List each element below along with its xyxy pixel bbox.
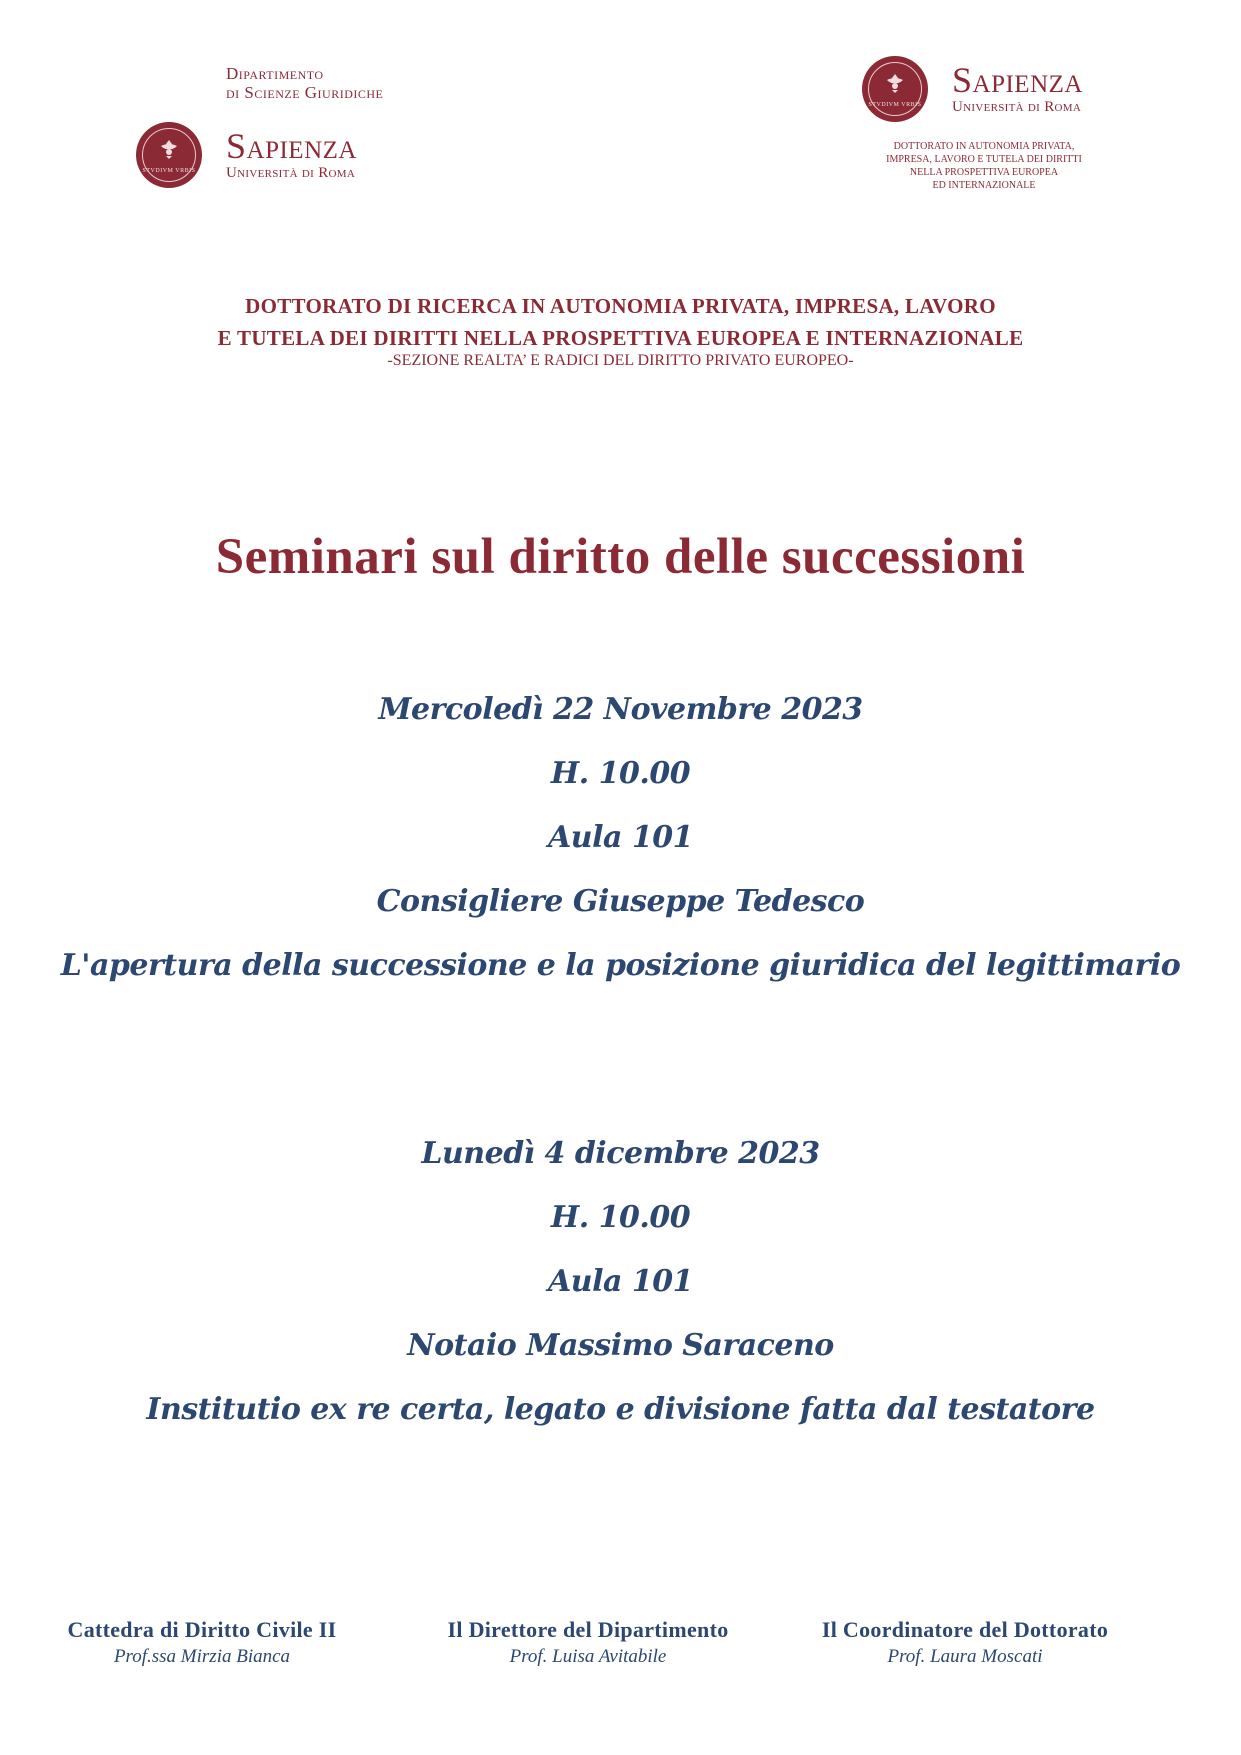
sapienza-wordmark — [226, 126, 357, 181]
sapienza-logo-left — [136, 122, 357, 188]
section-subtitle: -SEZIONE REALTA’ E RADICI DEL DIRITTO PRIVATO EUROPEO- — [387, 352, 854, 369]
event-1-topic: L'apertura della successione e la posizione giuridica del legittimario — [60, 948, 1181, 983]
event-2-speaker: Notaio Massimo Saraceno — [407, 1328, 834, 1363]
doctorate-subtitle-line: ED INTERNAZIONALE — [932, 180, 1036, 191]
sapienza-wordmark — [952, 60, 1083, 115]
sapienza-logo-right — [862, 56, 1083, 122]
page-title: Seminari sul diritto delle successioni — [215, 529, 1026, 585]
wordmark-title: Sapienza — [226, 126, 357, 166]
cherub-emblem-icon — [159, 138, 179, 160]
department-line-2: di Scienze Giuridiche — [226, 83, 384, 102]
signatory-role: Il Coordinatore del Dottorato — [821, 1617, 1109, 1642]
signatory-role: Cattedra di Diritto Civile II — [67, 1617, 337, 1642]
footer-signatory-3 — [775, 1616, 1155, 1670]
doctorate-subtitle — [866, 140, 1102, 192]
footer-signatory-2 — [398, 1616, 778, 1670]
signatory-name: Prof.ssa Mirzia Bianca — [113, 1646, 291, 1667]
seal-text: STVDIVM VRBIS — [868, 102, 922, 108]
event-2-topic: Institutio ex re certa, legato e divisione fatta dal testatore — [146, 1392, 1095, 1427]
doctorate-header-line-1: DOTTORATO DI RICERCA IN AUTONOMIA PRIVATA, IMPRESA, LAVORO — [245, 294, 996, 318]
event-1-date: Mercoledì 22 Novembre 2023 — [378, 692, 863, 727]
sapienza-seal-icon — [136, 122, 202, 188]
footer-signatory-1 — [12, 1616, 392, 1670]
doctorate-subtitle-line: DOTTORATO IN AUTONOMIA PRIVATA, — [893, 141, 1075, 152]
department-line-1: Dipartimento — [226, 64, 324, 83]
event-1-speaker: Consigliere Giuseppe Tedesco — [376, 884, 865, 919]
wordmark-subtitle: Università di Roma — [952, 99, 1082, 115]
sapienza-seal-icon — [862, 56, 928, 122]
event-2-time: H. 10.00 — [550, 1200, 691, 1235]
event-1-room: Aula 101 — [548, 820, 693, 855]
signatory-name: Prof. Laura Moscati — [887, 1646, 1043, 1667]
event-1-time: H. 10.00 — [550, 756, 691, 791]
doctorate-subtitle-line: NELLA PROSPETTIVA EUROPEA — [909, 167, 1059, 178]
seal-text: STVDIVM VRBIS — [142, 168, 196, 174]
event-2-room: Aula 101 — [548, 1264, 693, 1299]
signatory-name: Prof. Luisa Avitabile — [509, 1646, 667, 1667]
cherub-emblem-icon — [885, 72, 905, 94]
event-2-date: Lunedì 4 dicembre 2023 — [421, 1136, 820, 1171]
doctorate-header-line-2: E TUTELA DEI DIRITTI NELLA PROSPETTIVA EUROPEA E INTERNAZIONALE — [217, 326, 1024, 350]
department-name — [226, 64, 383, 102]
signatory-role: Il Direttore del Dipartimento — [447, 1617, 729, 1642]
doctorate-subtitle-line: IMPRESA, LAVORO E TUTELA DEI DIRITTI — [886, 154, 1082, 165]
wordmark-title: Sapienza — [952, 60, 1083, 100]
doctorate-header — [0, 290, 1241, 354]
wordmark-subtitle: Università di Roma — [226, 165, 356, 181]
